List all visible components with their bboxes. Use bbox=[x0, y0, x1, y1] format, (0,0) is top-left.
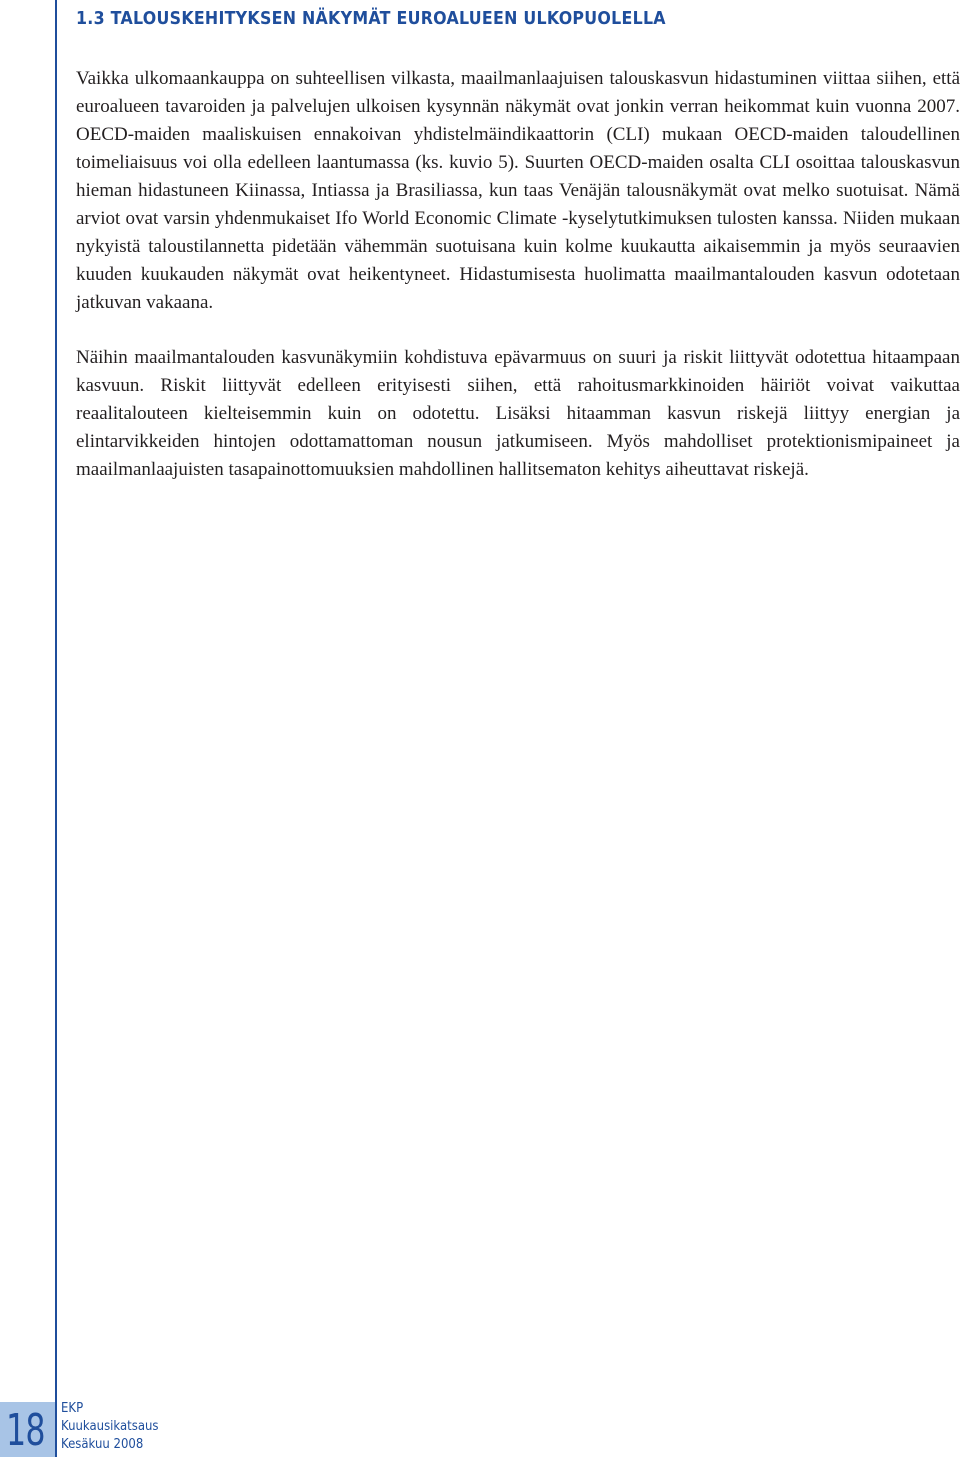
margin-rule bbox=[55, 0, 57, 1457]
footer-publication bbox=[61, 1400, 159, 1454]
body-text bbox=[76, 65, 960, 511]
page-number: 18 bbox=[6, 1405, 45, 1456]
section-heading: 1.3 TALOUSKEHITYKSEN NÄKYMÄT EUROALUEEN ULKOPUOLELLA bbox=[76, 8, 666, 29]
footer-publication-title: Kuukausikatsaus bbox=[61, 1419, 159, 1434]
paragraph-1: Vaikka ulkomaankauppa on suhteellisen vilkasta, maailmanlaajuisen talouskasvun hidastuminen viittaa siihen, että euroalueen tavaroiden ja palvelujen ulkoisen kysynnän näkymät ovat jonkin verran heikommat kuin vuonna 2007. OECD-maiden maaliskuisen ennakoivan yhdistelmäindikaattorin (CLI) mukaan OECD-maiden taloudellinen toimeliaisuus voi olla edelleen laantumassa (ks. kuvio 5). Suurten OECD-maiden osalta CLI osoittaa talouskasvun hieman hidastuneen Kiinassa, Intiassa ja Brasiliassa, kun taas Venäjän talousnäkymät ovat melko suotuisat. Nämä arviot ovat varsin yhdenmukaiset Ifo World Economic Climate -kyselytutkimuksen tulosten kanssa. Niiden mukaan nykyistä taloustilannetta pidetään vähemmän suotuisana kuin kolme kuukautta aikaisemmin ja myös seuraavien kuuden kuukauden näkymät ovat heikentyneet. Hidastumisesta huolimatta maailmantalouden kasvun odotetaan jatkuvan vakaana. bbox=[76, 68, 960, 313]
footer-issue: Kesäkuu 2008 bbox=[61, 1437, 144, 1452]
paragraph-2: Näihin maailmantalouden kasvunäkymiin kohdistuva epävarmuus on suuri ja riskit liittyvät odotettua hitaampaan kasvuun. Riskit liittyvät edelleen erityisesti siihen, että rahoitusmarkkinoiden häiriöt voivat vaikuttaa reaalitalouteen kielteisemmin kuin on odotettu. Lisäksi hitaamman kasvun riskejä liittyy energian ja elintarvikkeiden hintojen odottamattoman nousun jatkumiseen. Myös mahdolliset protektionismipaineet ja maailmanlaajuisten tasapainottomuuksien mahdollinen hallitsematon kehitys aiheuttavat riskejä. bbox=[76, 347, 960, 480]
footer-publisher: EKP bbox=[61, 1401, 84, 1416]
